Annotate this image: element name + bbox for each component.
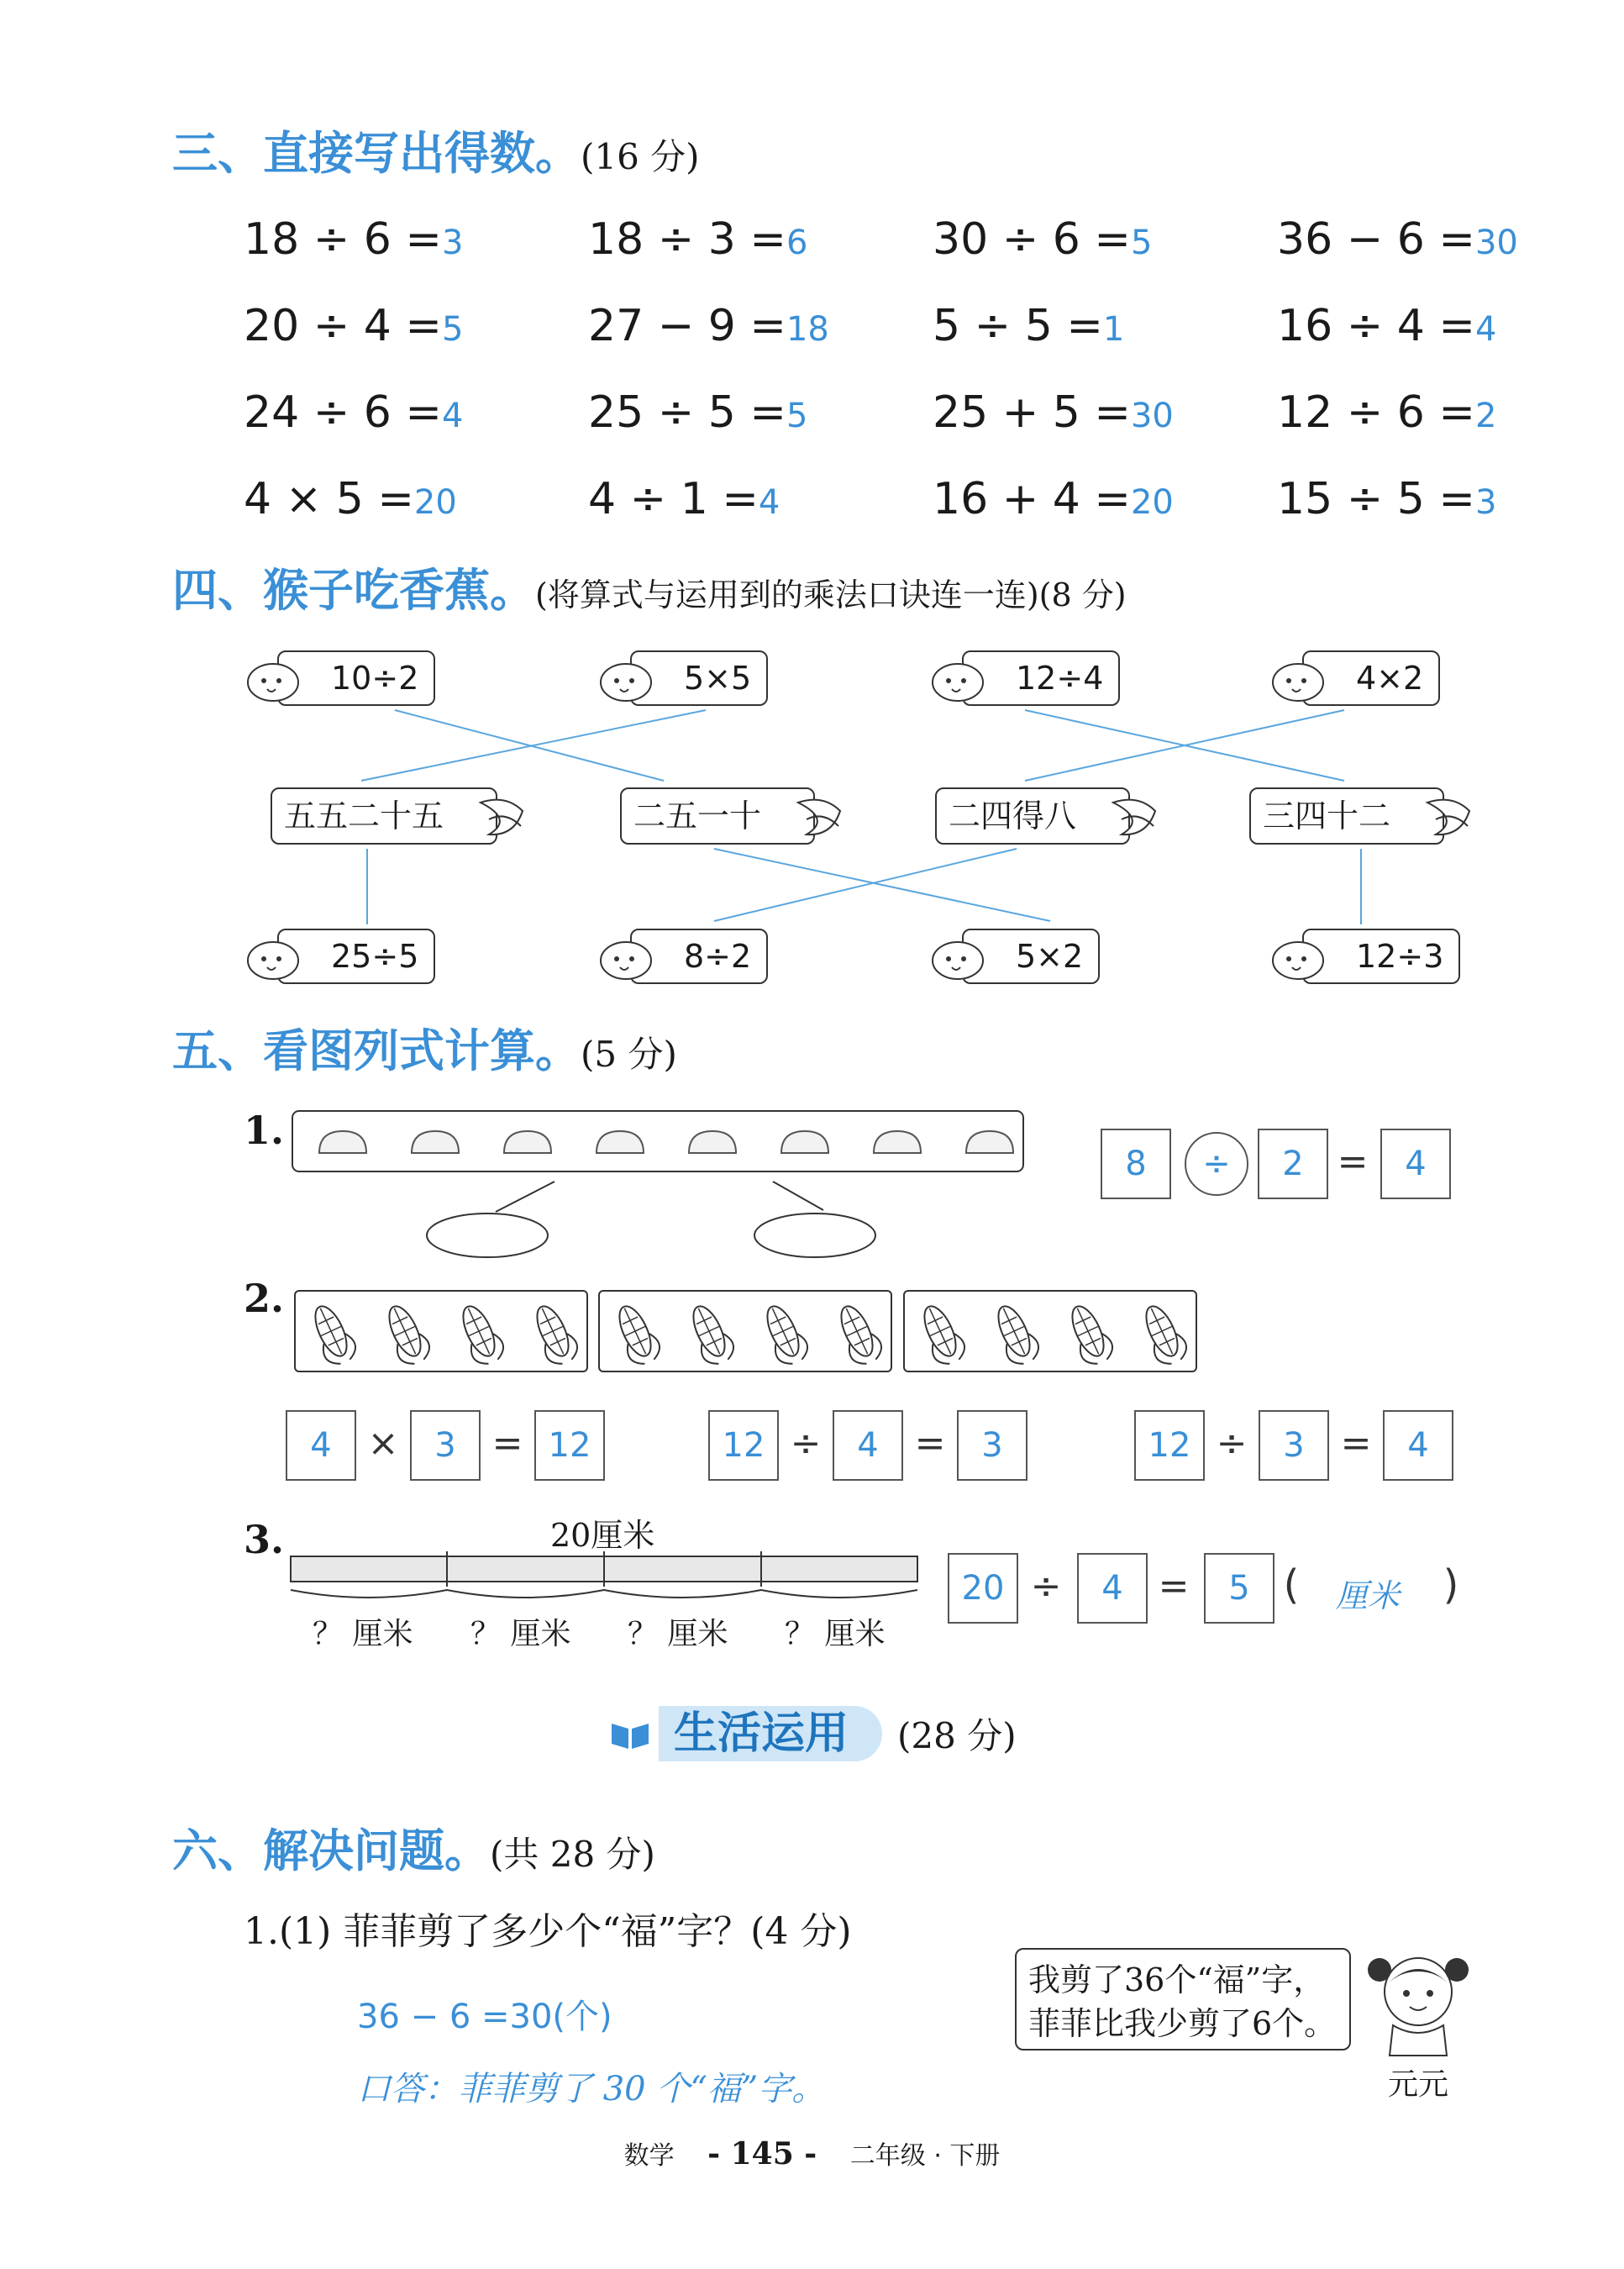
- corn-group-box: [598, 1290, 892, 1372]
- calc-expression: 24 ÷ 6 =: [244, 387, 442, 438]
- book-icon: [608, 1717, 652, 1750]
- q2-number: 2.: [244, 1276, 285, 1321]
- ribbon-figure: [286, 1546, 924, 1614]
- calc-expression: 25 ÷ 5 =: [588, 387, 786, 438]
- answer-box: 4: [1383, 1410, 1453, 1481]
- calc-answer: 4: [441, 397, 464, 435]
- section3-score: (16 分): [581, 136, 700, 177]
- operator-sign: ÷: [1030, 1565, 1062, 1608]
- monkey-card: [630, 929, 768, 984]
- equals-sign: =: [491, 1422, 523, 1465]
- monkey-icon: [598, 937, 654, 981]
- section4-note: (将算式与运用到的乘法口诀连一连)(8 分): [535, 576, 1127, 613]
- calc-expression: 30 ÷ 6 =: [933, 214, 1131, 265]
- calc-expression: 27 − 9 =: [588, 301, 786, 351]
- corn-icon: [683, 1300, 738, 1369]
- answer-box: 4: [833, 1410, 903, 1481]
- plate-icon: [754, 1213, 875, 1257]
- q6-1-equation: 36 − 6 =30(个): [357, 1998, 612, 2036]
- monkey-icon: [930, 937, 985, 981]
- part-length-label: ？ 厘米: [785, 1617, 886, 1651]
- monkey-card: [1302, 650, 1440, 706]
- calc-answer: 6: [786, 224, 808, 262]
- corn-icon: [453, 1300, 508, 1369]
- calc-expression: 18 ÷ 6 =: [244, 214, 442, 265]
- section5-title: 五、看图列式计算。: [172, 1024, 581, 1077]
- bottom-expr: 5×2: [1016, 938, 1084, 975]
- part-length-label: ？ 厘米: [628, 1617, 728, 1651]
- calc-answer: 3: [1474, 483, 1497, 522]
- monkey-card: [277, 929, 435, 984]
- girl-character-icon: [1353, 1941, 1487, 2059]
- footer-subject: 数学: [623, 2141, 675, 2171]
- monkey-card: [962, 929, 1100, 984]
- calc-answer: 1: [1102, 310, 1125, 349]
- match-line: [395, 710, 664, 781]
- monkey-card: [1302, 929, 1460, 984]
- calc-answer: 18: [786, 310, 829, 349]
- answer-box: 3: [410, 1410, 481, 1481]
- calc-answer: 2: [1474, 397, 1497, 435]
- bottom-expr: 8÷2: [684, 938, 752, 975]
- section6-score: (共 28 分): [490, 1834, 655, 1875]
- corn-icon: [757, 1300, 812, 1369]
- calc-answer: 30: [1130, 397, 1174, 435]
- calc-expression: 18 ÷ 3 =: [588, 214, 786, 265]
- answer-box: 3: [957, 1410, 1027, 1481]
- monkey-card: [277, 650, 435, 706]
- arrow-icon: [496, 1182, 554, 1212]
- calc-expression: 36 − 6 =: [1277, 214, 1475, 265]
- section3-title: 三、直接写出得数。: [172, 127, 581, 180]
- monkey-icon: [1270, 937, 1326, 981]
- bottom-expr: 25÷5: [331, 938, 419, 975]
- corn-icon: [1062, 1300, 1117, 1369]
- q1-number: 1.: [244, 1108, 285, 1153]
- answer-box: 2: [1258, 1129, 1328, 1199]
- koujue-text: 三四十二: [1263, 798, 1391, 834]
- calc-answer: 20: [1130, 483, 1174, 522]
- character-name: 元元: [1388, 2067, 1449, 2102]
- dumplings-figure: [286, 1101, 1042, 1269]
- section6-heading: [172, 1815, 655, 1880]
- top-expr: 12÷4: [1016, 660, 1104, 697]
- q6-1-answer: 口答：菲菲剪了 30 个“福”字。: [357, 2070, 826, 2108]
- match-line: [714, 849, 1017, 921]
- operator-sign: ÷: [1216, 1422, 1248, 1465]
- calc-answer: 5: [786, 397, 808, 435]
- answer-box: 3: [1259, 1410, 1329, 1481]
- corn-icon: [831, 1300, 886, 1369]
- q3-number: 3.: [244, 1517, 285, 1562]
- part-length-label: ？ 厘米: [470, 1617, 571, 1651]
- answer-box: 12: [708, 1410, 779, 1481]
- total-length-label: 20厘米: [550, 1517, 655, 1554]
- bubble-line: 菲菲比我少剪了6个。: [1028, 2005, 1337, 2042]
- brace-lines: [291, 1590, 917, 1598]
- calc-answer: 3: [441, 224, 464, 262]
- corn-icon: [609, 1300, 665, 1369]
- corn-group-box: [903, 1290, 1197, 1372]
- calc-expression: 16 ÷ 4 =: [1277, 301, 1475, 351]
- equals-sign: =: [914, 1422, 946, 1465]
- answer-box: 12: [534, 1410, 605, 1481]
- section5-heading: [172, 1015, 677, 1080]
- top-expr: 10÷2: [331, 660, 419, 697]
- corn-icon: [379, 1300, 434, 1369]
- match-line: [714, 849, 1050, 921]
- equals-sign: =: [1337, 1140, 1369, 1183]
- koujue-text: 二五一十: [633, 798, 762, 834]
- answer-box: 4: [1380, 1129, 1451, 1199]
- corn-group-box: [294, 1290, 588, 1372]
- calc-answer: 4: [1474, 310, 1497, 349]
- footer-grade: 二年级 · 下册: [849, 2141, 1001, 2171]
- calc-expression: 16 + 4 =: [933, 474, 1131, 524]
- left-paren: (: [1283, 1561, 1300, 1608]
- corn-icon: [1136, 1300, 1191, 1369]
- answer-box: 5: [1204, 1553, 1274, 1624]
- answer-box: 20: [948, 1553, 1018, 1624]
- corn-icon: [988, 1300, 1043, 1369]
- corn-icon: [914, 1300, 970, 1369]
- life-title: 生活运用: [659, 1706, 882, 1761]
- monkey-icon: [245, 659, 301, 703]
- monkey-icon: [245, 937, 301, 981]
- banana-icon: [472, 786, 531, 845]
- bottom-expr: 12÷3: [1356, 938, 1444, 975]
- monkey-icon: [930, 659, 985, 703]
- equals-sign: =: [1340, 1422, 1372, 1465]
- calc-expression: 15 ÷ 5 =: [1277, 474, 1475, 524]
- calc-expression: 4 ÷ 1 =: [588, 474, 759, 524]
- banana-icon: [790, 786, 849, 845]
- calc-answer: 4: [758, 483, 780, 522]
- unit-answer: 厘米: [1336, 1577, 1401, 1614]
- section4-title: 四、猴子吃香蕉。: [172, 564, 535, 617]
- koujue-text: 五五二十五: [284, 798, 444, 834]
- section6-title: 六、解决问题。: [172, 1824, 490, 1877]
- calc-expression: 25 + 5 =: [933, 387, 1131, 438]
- bubble-line: 我剪了36个“福”字，: [1028, 1961, 1326, 1998]
- equals-sign: =: [1158, 1565, 1190, 1608]
- footer: [0, 2135, 1624, 2172]
- calc-answer: 5: [441, 310, 464, 349]
- calc-answer: 20: [413, 483, 457, 522]
- life-banner: [608, 1706, 1017, 1761]
- operator-sign: ×: [367, 1422, 399, 1465]
- banana-icon: [1419, 786, 1478, 845]
- operator-sign: ÷: [790, 1422, 822, 1465]
- banana-card: [935, 787, 1130, 845]
- top-expr: 4×2: [1356, 660, 1424, 697]
- q6-1-question: 1.(1) 菲菲剪了多少个“福”字？(4 分): [244, 1910, 852, 1953]
- monkey-icon: [598, 659, 654, 703]
- monkey-icon: [1270, 659, 1326, 703]
- calc-expression: 5 ÷ 5 =: [933, 301, 1103, 351]
- calc-answer: 30: [1474, 224, 1518, 262]
- corn-icon: [527, 1300, 582, 1369]
- matching-lines: [0, 0, 1624, 1008]
- calc-expression: 20 ÷ 4 =: [244, 301, 442, 351]
- top-expr: 5×5: [684, 660, 752, 697]
- match-line: [361, 710, 706, 781]
- plate-icon: [427, 1213, 548, 1257]
- calc-expression: 4 × 5 =: [244, 474, 414, 524]
- koujue-text: 二四得八: [949, 798, 1077, 834]
- right-paren: ): [1443, 1561, 1459, 1608]
- banana-card: [271, 787, 497, 845]
- monkey-card: [962, 650, 1120, 706]
- page-number: - 145 -: [707, 2136, 817, 2172]
- operator-circle: ÷: [1185, 1132, 1248, 1196]
- life-score: (28 分): [897, 1715, 1017, 1756]
- section5-score: (5 分): [581, 1034, 677, 1075]
- calc-expression: 12 ÷ 6 =: [1277, 387, 1475, 438]
- answer-box: 4: [286, 1410, 356, 1481]
- answer-box: 4: [1077, 1553, 1148, 1624]
- banana-icon: [1105, 786, 1164, 845]
- calc-answer: 5: [1130, 224, 1153, 262]
- arrow-icon: [773, 1182, 823, 1210]
- banana-card: [620, 787, 815, 845]
- speech-bubble: [1015, 1948, 1351, 2051]
- part-length-label: ？ 厘米: [313, 1617, 413, 1651]
- answer-box: 12: [1134, 1410, 1205, 1481]
- answer-box: 8: [1101, 1129, 1171, 1199]
- monkey-card: [630, 650, 768, 706]
- corn-icon: [305, 1300, 360, 1369]
- banana-card: [1249, 787, 1444, 845]
